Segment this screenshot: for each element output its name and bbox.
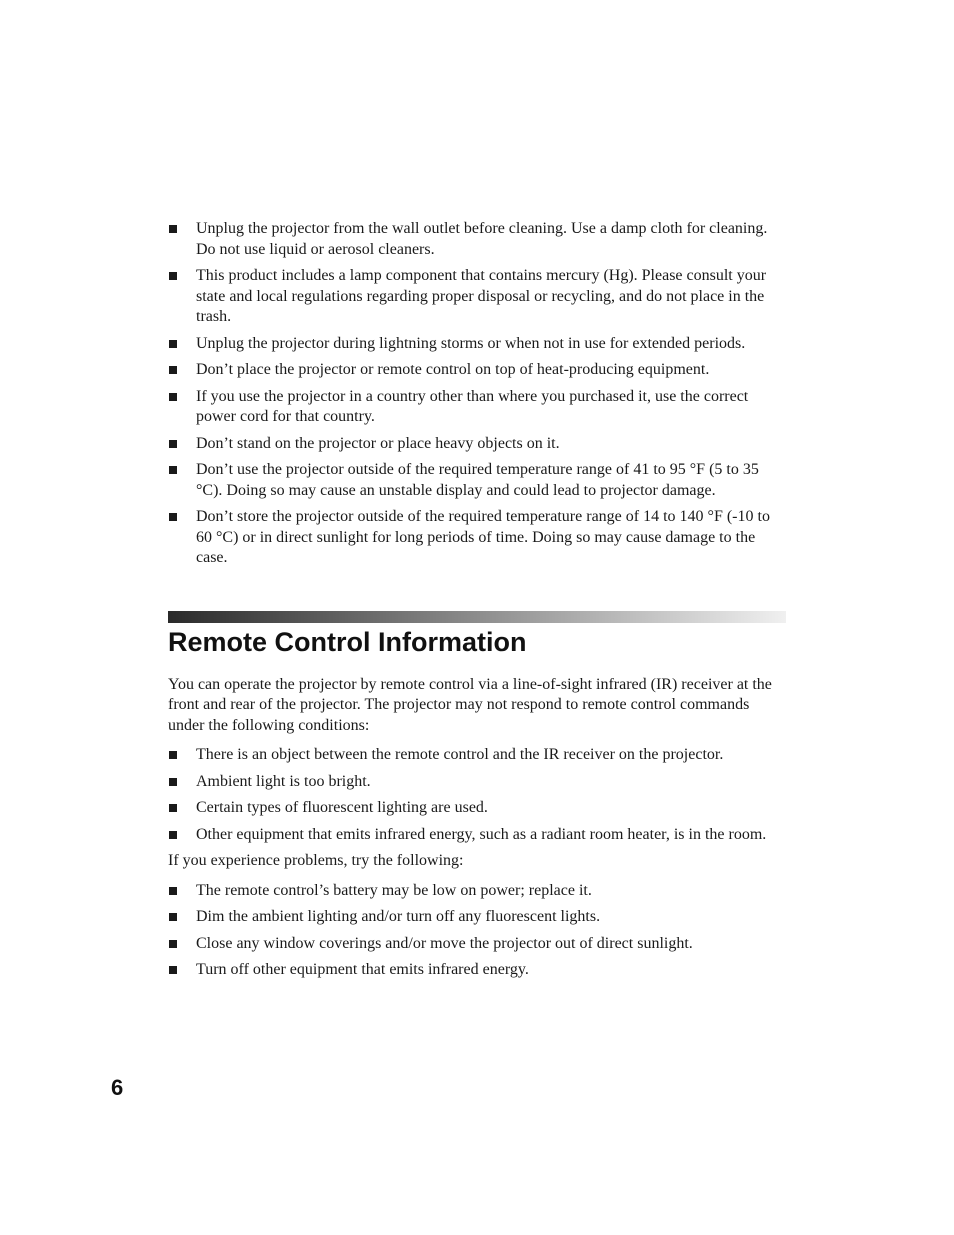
list-item-text: Don’t place the projector or remote control on top of heat-producing equipment. — [196, 361, 710, 378]
square-bullet-icon — [169, 751, 177, 759]
intro-paragraph: You can operate the projector by remote control via a line-of-sight infrared (IR) receiver at the front and rear of the projector. The projector may not respond to remote control commands under the following conditions: — [168, 675, 772, 734]
list-item — [168, 772, 786, 793]
followup-paragraph: If you experience problems, try the following: — [168, 852, 464, 869]
list-item — [168, 219, 786, 260]
list-item — [168, 825, 786, 846]
list-item-text: Certain types of fluorescent lighting are used. — [196, 799, 488, 816]
page-number: 6 — [111, 1075, 124, 1100]
square-bullet-icon — [169, 272, 177, 280]
square-bullet-icon — [169, 513, 177, 521]
list-item-text: Dim the ambient lighting and/or turn off any fluorescent lights. — [196, 908, 601, 925]
list-item-text: Other equipment that emits infrared energy, such as a radiant room heater, is in the room. — [196, 825, 767, 843]
square-bullet-icon — [169, 966, 177, 974]
list-item — [168, 960, 786, 981]
square-bullet-icon — [169, 393, 177, 401]
list-item — [168, 507, 786, 569]
square-bullet-icon — [169, 940, 177, 948]
list-item-text: Close any window coverings and/or move the projector out of direct sunlight. — [196, 934, 693, 952]
square-bullet-icon — [169, 366, 177, 374]
list-item — [168, 434, 786, 455]
list-item — [168, 334, 786, 355]
list-item-text: If you use the projector in a country other than where you purchased it, use the correct power cord for that country. — [196, 387, 749, 425]
list-item-text: Don’t store the projector outside of the required temperature range of 14 to 140 °F (-10 to 60 °C) or in direct sunlight for long periods of time. Doing so may cause damage to the case. — [196, 508, 770, 566]
list-item-text: There is an object between the remote control and the IR receiver on the projector. — [196, 746, 724, 763]
list-item — [168, 387, 786, 428]
square-bullet-icon — [169, 913, 177, 921]
list-item — [168, 266, 786, 328]
square-bullet-icon — [169, 778, 177, 786]
square-bullet-icon — [169, 466, 177, 474]
list-item — [168, 745, 786, 766]
list-item-text: The remote control’s battery may be low on power; replace it. — [196, 881, 592, 899]
list-item-text: Ambient light is too bright. — [196, 772, 371, 790]
square-bullet-icon — [169, 831, 177, 839]
list-item-text: Unplug the projector from the wall outlet before cleaning. Use a damp cloth for cleaning. Do not use liquid or aerosol cleaners. — [196, 220, 768, 258]
section-divider-bar — [168, 611, 786, 623]
list-item-text: Turn off other equipment that emits infrared energy. — [196, 961, 529, 978]
list-item-text: Unplug the projector during lightning storms or when not in use for extended periods. — [196, 334, 746, 352]
list-item — [168, 934, 786, 955]
square-bullet-icon — [169, 340, 177, 348]
list-item — [168, 881, 786, 902]
square-bullet-icon — [169, 440, 177, 448]
square-bullet-icon — [169, 887, 177, 895]
conditions-list — [168, 745, 786, 845]
safety-list — [168, 219, 786, 569]
solutions-list — [168, 881, 786, 981]
square-bullet-icon — [169, 804, 177, 812]
list-item-text: This product includes a lamp component that contains mercury (Hg). Please consult your state and local regulations regarding proper disposal or recycling, and do not place in the trash. — [196, 267, 767, 325]
list-item — [168, 798, 786, 819]
list-item — [168, 460, 786, 501]
list-item-text: Don’t stand on the projector or place heavy objects on it. — [196, 434, 560, 452]
section-title: Remote Control Information — [168, 626, 527, 657]
square-bullet-icon — [169, 225, 177, 233]
page-content — [168, 219, 786, 987]
list-item — [168, 360, 786, 381]
list-item-text: Don’t use the projector outside of the required temperature range of 41 to 95 °F (5 to 35 °C). Doing so may cause an unstable display and could lead to projector damage. — [196, 461, 759, 499]
list-item — [168, 907, 786, 928]
